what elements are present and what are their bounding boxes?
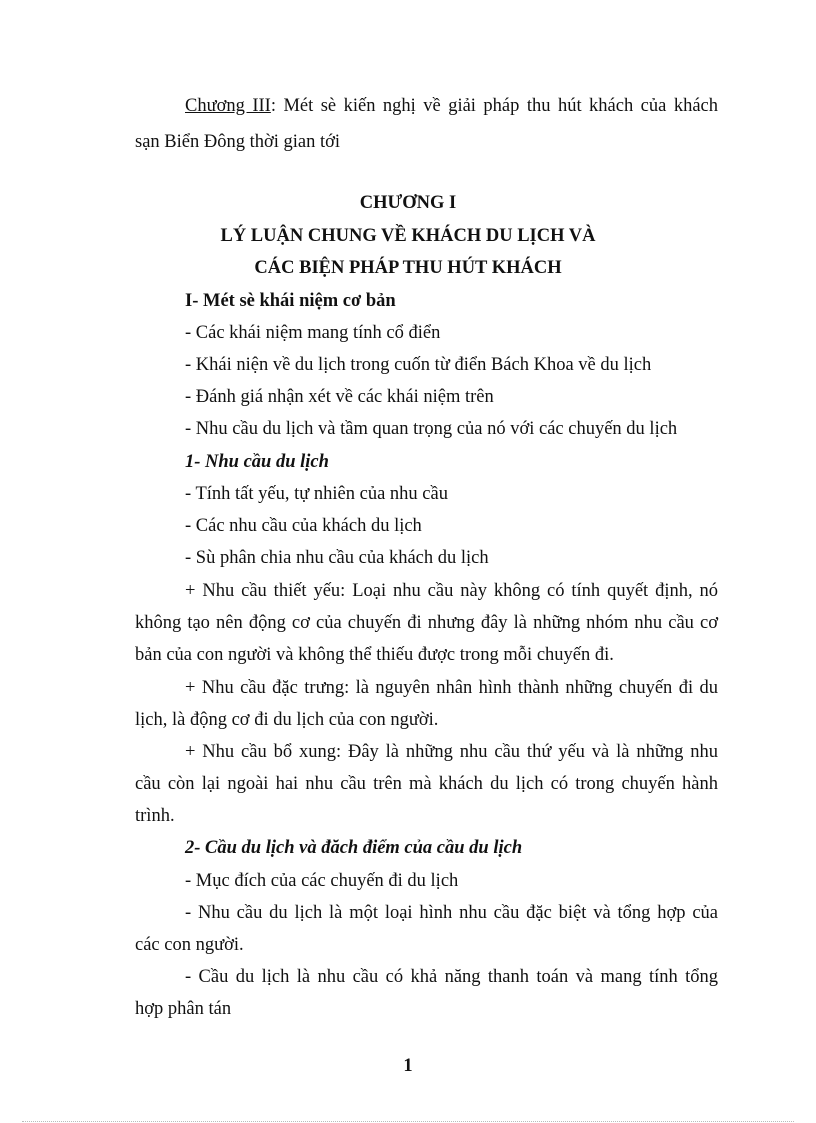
paragraph-specific-needs-line-1: + Nhu cầu đặc trưng: là nguyên nhân hình thành những chuyến đi du [185,678,718,698]
paragraph-supplementary-needs-line-3: trình. [135,806,175,826]
list-item: - Sù phân chia nhu cầu của khách du lịch [185,548,489,568]
paragraph-essential-needs-line-2: không tạo nên động cơ của chuyến đi nhưng đây là những nhóm nhu cầu cơ [135,613,718,633]
page-bottom-divider [22,1121,794,1122]
list-item-line-2: hợp phân tán [135,999,232,1019]
intro-line-1 [185,95,718,117]
list-item: - Tính tất yếu, tự nhiên của nhu cầu [185,484,448,504]
paragraph-essential-needs-line-1: + Nhu cầu thiết yếu: Loại nhu cầu này không có tính quyết định, nó [185,581,718,601]
chapter-number: CHƯƠNG I [359,193,457,213]
paragraph-specific-needs-line-2: lịch, là động cơ đi du lịch của con người. [135,710,439,730]
section-1-heading: I- Mét sè khái niệm cơ bản [185,291,396,311]
intro-line-1-text: : Mét sè kiến nghị về giải pháp thu hút khách của khách [270,96,718,116]
list-item: - Nhu cầu du lịch và tầm quan trọng của nó với các chuyến du lịch [185,419,678,439]
list-item: - Các nhu cầu của khách du lịch [185,516,422,536]
page-number: 1 [403,1056,413,1076]
paragraph-essential-needs-line-3: bản của con người và không thể thiếu được trong mỗi chuyến đi. [135,645,614,665]
paragraph-supplementary-needs-line-2: cầu còn lại ngoài hai nhu cầu trên mà khách du lịch có trong chuyến hành [135,774,718,794]
list-item: - Đánh giá nhận xét về các khái niệm trên [185,387,494,407]
chapter-title-line-1: LÝ LUẬN CHUNG VỀ KHÁCH DU LỊCH VÀ [220,226,596,246]
list-item: - Các khái niệm mang tính cổ điển [185,323,441,343]
intro-line-2: sạn Biển Đông thời gian tới [135,132,341,152]
list-item-line-1: - Cầu du lịch là nhu cầu có khả năng thanh toán và mang tính tổng [185,967,718,987]
list-item: - Khái niện về du lịch trong cuốn từ điển Bách Khoa về du lịch [185,355,652,375]
list-item-line-2: các con người. [135,935,244,955]
list-item: - Mục đích của các chuyến đi du lịch [185,871,459,891]
paragraph-supplementary-needs-line-1: + Nhu cầu bổ xung: Đây là những nhu cầu thứ yếu và là những nhu [185,742,718,762]
subsection-2-heading: 2- Cầu du lịch và đăch điểm của cầu du lịch [185,838,523,858]
chapter-reference: Chương III [185,96,271,116]
subsection-1-heading: 1- Nhu cầu du lịch [185,452,329,472]
list-item-line-1: - Nhu cầu du lịch là một loại hình nhu cầu đặc biệt và tổng hợp của [185,903,718,923]
chapter-title-line-2: CÁC BIỆN PHÁP THU HÚT KHÁCH [254,258,562,278]
